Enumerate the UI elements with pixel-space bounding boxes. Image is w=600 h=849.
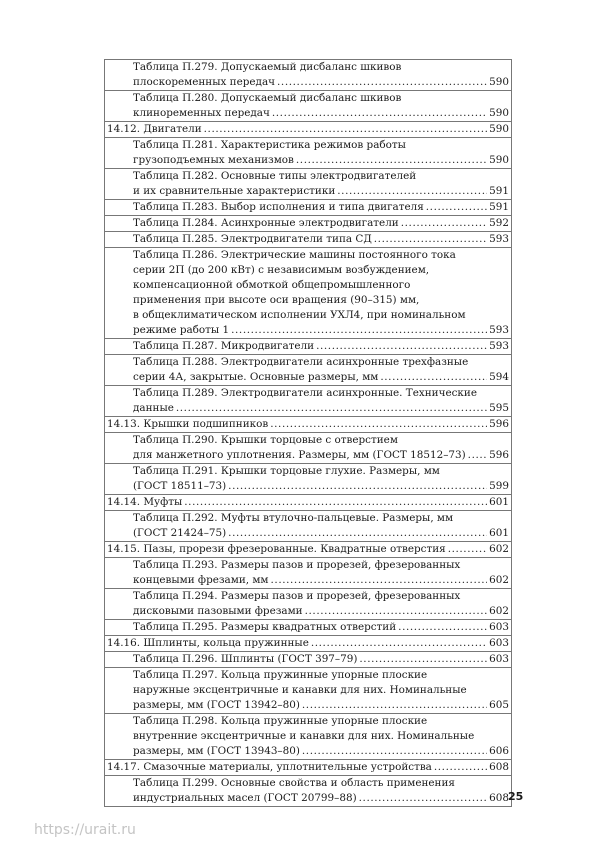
toc-entry-line [107,122,509,137]
toc-page-number: 590 [489,107,509,119]
toc-dot-leader [231,323,487,338]
toc-entry-text: размеры, мм (ГОСТ 13942–80) [133,699,300,711]
toc-page-number: 593 [489,324,509,336]
toc-entry-line [107,760,509,775]
watermark-url: https://urait.ru [34,822,136,838]
toc-entry-text: индустриальных масел (ГОСТ 20799–88) [133,792,357,804]
toc-entry-text: в общеклиматическом исполнении УХЛ4, при номинальном [133,309,466,321]
toc-entry-text: серии 2П (до 200 кВт) с независимым возбуждением, [133,264,430,276]
toc-entry-text: Таблица П.292. Муфты втулочно-пальцевые. Размеры, мм [133,512,454,524]
toc-entry-text: Таблица П.290. Крышки торцовые с отверстием [133,434,398,446]
toc-entry-line [133,153,509,168]
toc-dot-leader [302,744,487,759]
toc-table-entry [105,652,511,668]
toc-table-entry [105,355,511,386]
toc-page-number: 591 [489,201,509,213]
toc-entry-text: компенсационной обмоткой общепромышленного [133,279,411,291]
toc-entry-line [133,248,509,263]
toc-entry-line [133,308,509,323]
toc-dot-leader [277,75,487,90]
toc-page-number: 608 [489,792,509,804]
toc-entry-line [133,776,509,791]
toc-entry-line [107,542,509,557]
toc-entry-line [107,495,509,510]
toc-page-number: 606 [489,745,509,757]
toc-entry-line [133,526,509,541]
toc-entry-text: Таблица П.286. Электрические машины постоянного тока [133,249,456,261]
toc-section-entry [105,417,511,433]
toc-page-number: 593 [489,233,509,245]
toc-entry-text: размеры, мм (ГОСТ 13943–80) [133,745,300,757]
toc-dot-leader [316,339,487,354]
toc-page-number: 603 [489,653,509,665]
toc-entry-text: Таблица П.284. Асинхронные электродвигатели [133,217,399,229]
toc-page-number: 602 [489,574,509,586]
toc-entry-line [133,714,509,729]
toc-entry-line [133,91,509,106]
toc-table-entry [105,232,511,248]
toc-entry-text: клиноременных передач [133,107,270,119]
toc-entry-line [133,698,509,713]
toc-entry-line [133,232,509,247]
toc-entry-line [133,184,509,199]
toc-entry-line [107,417,509,432]
toc-dot-leader [184,495,487,510]
toc-entry-line [133,683,509,698]
toc-dot-leader [305,604,488,619]
toc-entry-text: Таблица П.297. Кольца пружинные упорные плоские [133,669,428,681]
toc-entry-line [133,558,509,573]
toc-entry-line [133,791,509,806]
toc-table-entry [105,169,511,200]
toc-dot-leader [204,122,488,137]
toc-entry-line [133,138,509,153]
toc-table-entry [105,386,511,417]
toc-table-entry [105,464,511,495]
toc-table-entry [105,248,511,339]
toc-page-number: 593 [489,340,509,352]
toc-entry-text: 14.15. Пазы, прорези фрезерованные. Квадратные отверстия [107,543,446,555]
toc-entry-line [133,729,509,744]
toc-entry-text: Таблица П.294. Размеры пазов и прорезей, фрезерованных [133,590,461,602]
toc-page-number: 601 [489,527,509,539]
toc-dot-leader [271,573,488,588]
toc-entry-line [133,60,509,75]
toc-entry-text: внутренние эксцентричные и канавки для них. Номинальные [133,730,475,742]
toc-page-number: 605 [489,699,509,711]
toc-dot-leader [398,620,487,635]
toc-entry-text: Таблица П.279. Допускаемый дисбаланс шкивов [133,61,402,73]
toc-table-entry [105,776,511,807]
toc-entry-line [133,263,509,278]
toc-page-number: 591 [489,185,509,197]
toc-entry-text: концевыми фрезами, мм [133,574,269,586]
toc-page-number: 599 [489,480,509,492]
toc-entry-line [133,386,509,401]
toc-page-number: 596 [489,418,509,430]
toc-table-entry [105,589,511,620]
toc-page-number: 592 [489,217,509,229]
toc-entry-text: применения при высоте оси вращения (90–315) мм, [133,294,420,306]
toc-section-entry [105,636,511,652]
toc-table-entry [105,668,511,714]
toc-page-number: 602 [489,543,509,555]
toc-entry-line [133,433,509,448]
toc-entry-line [133,573,509,588]
toc-page-number: 601 [489,496,509,508]
toc-dot-leader [426,200,487,215]
toc-page-number: 590 [489,123,509,135]
toc-dot-leader [359,791,488,806]
toc-dot-leader [374,232,487,247]
toc-dot-leader [468,448,487,463]
toc-entry-text: и их сравнительные характеристики [133,185,336,197]
toc-page-number: 590 [489,76,509,88]
toc-dot-leader [302,698,487,713]
toc-entry-text: 14.14. Муфты [107,496,183,508]
toc-entry-text: данные [133,402,174,414]
toc-entry-line [133,479,509,494]
toc-entry-line [133,448,509,463]
toc-section-entry [105,542,511,558]
toc-entry-line [107,636,509,651]
toc-entry-text: Таблица П.287. Микродвигатели [133,340,315,352]
toc-entry-line [133,323,509,338]
toc-entry-line [133,744,509,759]
toc-entry-line [133,355,509,370]
toc-section-entry [105,122,511,138]
toc-entry-text: грузоподъемных механизмов [133,154,294,166]
toc-entry-text: Таблица П.285. Электродвигатели типа СД [133,233,372,245]
toc-page-number: 594 [489,371,509,383]
toc-entry-text: 14.16. Шплинты, кольца пружинные [107,637,309,649]
page-number: 25 [508,790,524,803]
toc-entry-text: Таблица П.299. Основные свойства и область применения [133,777,455,789]
toc-page-number: 596 [489,449,509,461]
toc-entry-line [133,293,509,308]
toc-entry-text: Таблица П.289. Электродвигатели асинхронные. Технические [133,387,477,399]
toc-table-entry [105,558,511,589]
toc-table-entry [105,216,511,232]
toc-entry-text: Таблица П.281. Характеристика режимов работы [133,139,406,151]
table-of-contents [104,59,512,807]
toc-table-entry [105,433,511,464]
toc-entry-text: 14.12. Двигатели [107,123,202,135]
toc-entry-line [133,589,509,604]
toc-dot-leader [401,216,487,231]
toc-entry-text: наружные эксцентричные и канавки для них. Номинальные [133,684,467,696]
toc-entry-line [133,169,509,184]
toc-section-entry [105,760,511,776]
toc-entry-line [133,106,509,121]
toc-table-entry [105,339,511,355]
toc-page-number: 595 [489,402,509,414]
toc-dot-leader [270,417,487,432]
toc-entry-line [133,370,509,385]
toc-dot-leader [380,370,487,385]
toc-dot-leader [359,652,487,667]
toc-entry-line [133,75,509,90]
toc-dot-leader [337,184,487,199]
toc-table-entry [105,91,511,122]
toc-dot-leader [272,106,487,121]
toc-entry-line [133,464,509,479]
toc-entry-line [133,652,509,667]
toc-entry-text: Таблица П.296. Шплинты (ГОСТ 397–79) [133,653,358,665]
toc-page-number: 603 [489,637,509,649]
toc-entry-line [133,668,509,683]
toc-page-number: 608 [489,761,509,773]
toc-entry-line [133,339,509,354]
toc-entry-line [133,620,509,635]
toc-page-number: 603 [489,621,509,633]
toc-dot-leader [228,479,487,494]
toc-entry-line [133,200,509,215]
toc-table-entry [105,620,511,636]
toc-dot-leader [434,760,487,775]
toc-entry-line [133,604,509,619]
toc-entry-line [133,278,509,293]
toc-dot-leader [228,526,487,541]
toc-dot-leader [296,153,487,168]
toc-table-entry [105,59,511,91]
toc-dot-leader [311,636,487,651]
toc-table-entry [105,138,511,169]
toc-entry-text: Таблица П.288. Электродвигатели асинхронные трехфазные [133,356,469,368]
toc-table-entry [105,200,511,216]
toc-entry-text: Таблица П.293. Размеры пазов и прорезей, фрезерованных [133,559,461,571]
toc-section-entry [105,495,511,511]
toc-entry-text: для манжетного уплотнения. Размеры, мм (ГОСТ 18512–73) [133,449,466,461]
toc-entry-text: (ГОСТ 18511–73) [133,480,227,492]
toc-entry-text: Таблица П.291. Крышки торцовые глухие. Размеры, мм [133,465,440,477]
toc-entry-text: плоскоременных передач [133,76,276,88]
toc-table-entry [105,714,511,760]
toc-entry-text: дисковыми пазовыми фрезами [133,605,303,617]
toc-page-number: 602 [489,605,509,617]
toc-entry-line [133,511,509,526]
toc-entry-text: Таблица П.283. Выбор исполнения и типа двигателя [133,201,424,213]
toc-entry-text: 14.13. Крышки подшипников [107,418,269,430]
toc-entry-text: (ГОСТ 21424–75) [133,527,227,539]
toc-table-entry [105,511,511,542]
toc-page-number: 590 [489,154,509,166]
toc-entry-text: Таблица П.280. Допускаемый дисбаланс шкивов [133,92,402,104]
toc-entry-line [133,216,509,231]
toc-entry-text: Таблица П.298. Кольца пружинные упорные плоские [133,715,428,727]
toc-entry-line [133,401,509,416]
toc-entry-text: 14.17. Смазочные материалы, уплотнительные устройства [107,761,432,773]
toc-entry-text: Таблица П.295. Размеры квадратных отверстий [133,621,397,633]
toc-entry-text: Таблица П.282. Основные типы электродвигателей [133,170,417,182]
toc-entry-text: серии 4А, закрытые. Основные размеры, мм [133,371,379,383]
toc-dot-leader [176,401,487,416]
toc-entry-text: режиме работы 1 [133,324,230,336]
toc-dot-leader [448,542,487,557]
